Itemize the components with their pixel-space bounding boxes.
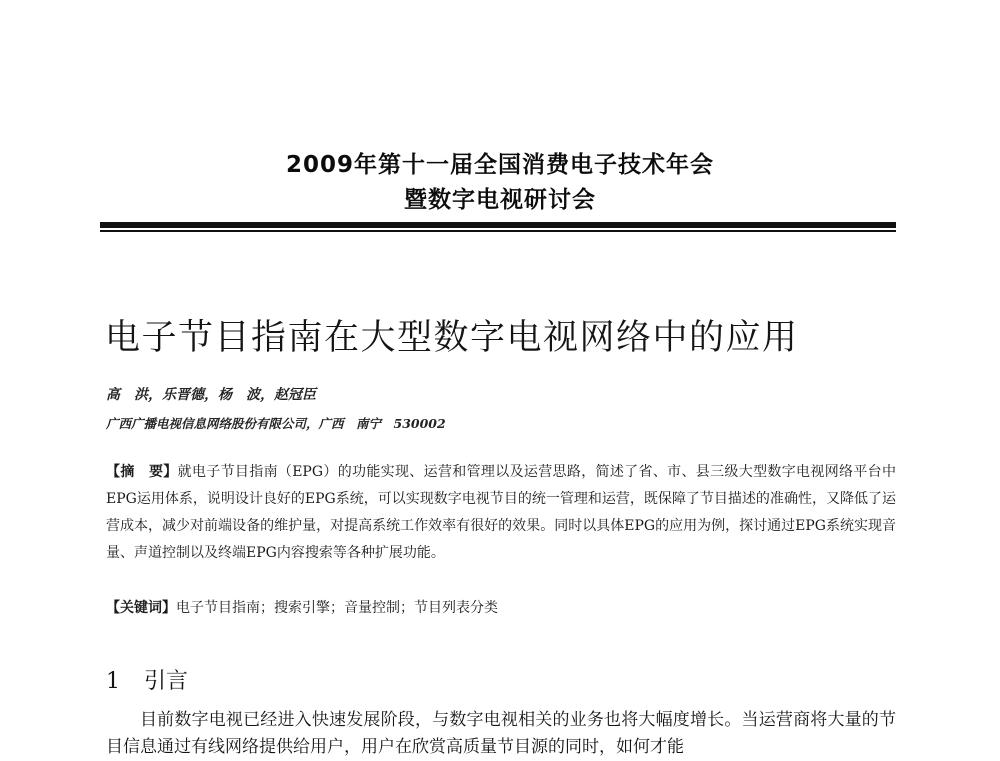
keywords-text: 电子节目指南；搜索引擎；音量控制；节目列表分类 bbox=[176, 600, 498, 616]
paper-affiliation: 广西广播电视信息网络股份有限公司，广西 南宁 530002 bbox=[106, 416, 446, 431]
section-heading bbox=[106, 664, 188, 695]
abstract-text: 就电子节目指南（EPG）的功能实现、运营和管理以及运营思路，简述了省、市、县三级大型数字电视网络平台中EPG运用体系，说明设计良好的EPG系统，可以实现数字电视节目的统一管理和运营，既保障了节目描述的准确性，又降低了运营成本，减少对前端设备的维护量，对提高系统工作效率有很好的效果。同时以具体EPG的应用为例，探讨通过EPG系统实现音量、声道控制以及终端EPG内容搜索等各种扩展功能。 bbox=[106, 464, 896, 561]
conference-title-line1: 2009年第十一届全国消费电子技术年会 bbox=[285, 152, 714, 178]
abstract-label: 【摘 要】 bbox=[106, 464, 178, 480]
abstract bbox=[106, 459, 896, 567]
section-title: 引言 bbox=[144, 669, 189, 694]
keywords-label: 【关键词】 bbox=[106, 600, 176, 616]
header-rule-thin bbox=[100, 230, 896, 232]
header-rule-thick bbox=[100, 222, 896, 228]
section-number: 1 bbox=[106, 669, 120, 694]
conference-title-line2: 暨数字电视研讨会 bbox=[404, 187, 596, 213]
body-paragraph: 目前数字电视已经进入快速发展阶段，与数字电视相关的业务也将大幅度增长。当运营商将大量的节目信息通过有线网络提供给用户，用户在欣赏高质量节目源的同时，如何才能 bbox=[106, 710, 896, 757]
keywords bbox=[106, 595, 896, 622]
paper-authors: 高 洪，乐晋德，杨 波，赵冠臣 bbox=[106, 387, 316, 403]
paper-title: 电子节目指南在大型数字电视网络中的应用 bbox=[105, 318, 799, 358]
